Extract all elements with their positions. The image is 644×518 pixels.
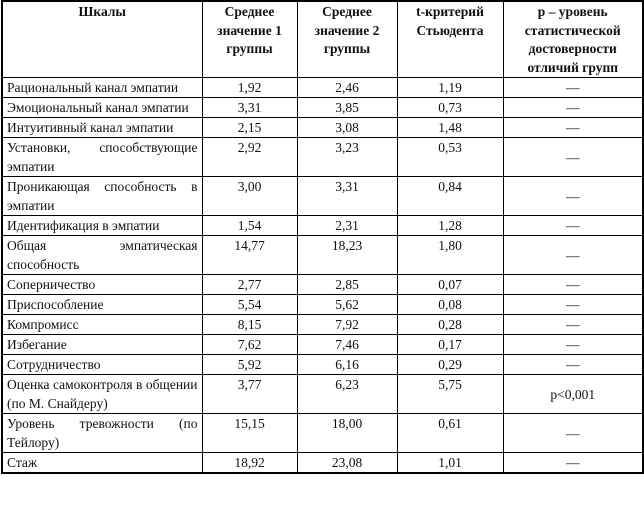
p-value: — <box>503 98 643 118</box>
t-value: 0,07 <box>397 275 503 295</box>
p-value: — <box>503 335 643 355</box>
p-value: — <box>503 138 643 177</box>
t-value: 0,17 <box>397 335 503 355</box>
t-value: 0,08 <box>397 295 503 315</box>
table-row <box>2 78 643 98</box>
group1-mean: 2,92 <box>202 138 297 177</box>
table-row <box>2 216 643 236</box>
header-group2-mean: Среднее значение 2 группы <box>297 1 397 78</box>
group1-mean: 1,92 <box>202 78 297 98</box>
scale-name: Сотрудничество <box>2 355 202 375</box>
t-value: 0,61 <box>397 414 503 453</box>
scale-name: Стаж <box>2 453 202 474</box>
t-value: 5,75 <box>397 375 503 414</box>
t-value: 1,80 <box>397 236 503 275</box>
group2-mean: 3,85 <box>297 98 397 118</box>
group1-mean: 8,15 <box>202 315 297 335</box>
p-value: — <box>503 355 643 375</box>
results-table <box>1 0 644 474</box>
group2-mean: 7,92 <box>297 315 397 335</box>
t-value: 0,84 <box>397 177 503 216</box>
group2-mean: 2,85 <box>297 275 397 295</box>
scale-name: Установки, способствующие эмпатии <box>2 138 202 177</box>
p-value: — <box>503 177 643 216</box>
group2-mean: 5,62 <box>297 295 397 315</box>
table-row <box>2 295 643 315</box>
group2-mean: 7,46 <box>297 335 397 355</box>
group2-mean: 3,31 <box>297 177 397 216</box>
table-row <box>2 315 643 335</box>
group1-mean: 14,77 <box>202 236 297 275</box>
group2-mean: 3,23 <box>297 138 397 177</box>
t-value: 1,28 <box>397 216 503 236</box>
header-t-test: t-критерий Стьюдента <box>397 1 503 78</box>
scale-name: Интуитивный канал эмпатии <box>2 118 202 138</box>
scale-name: Приспособление <box>2 295 202 315</box>
group1-mean: 3,77 <box>202 375 297 414</box>
scale-name: Общая эмпатическая способность <box>2 236 202 275</box>
group2-mean: 3,08 <box>297 118 397 138</box>
header-row <box>2 1 643 78</box>
scale-name: Проникающая способность в эмпатии <box>2 177 202 216</box>
table-row <box>2 375 643 414</box>
table-row <box>2 236 643 275</box>
t-value: 1,48 <box>397 118 503 138</box>
p-value: — <box>503 236 643 275</box>
table-row <box>2 118 643 138</box>
t-value: 1,01 <box>397 453 503 474</box>
header-p-level: p – уровень статистической достоверности отличий групп <box>503 1 643 78</box>
scale-name: Рациональный канал эмпатии <box>2 78 202 98</box>
t-value: 1,19 <box>397 78 503 98</box>
group1-mean: 3,31 <box>202 98 297 118</box>
table-row <box>2 355 643 375</box>
group2-mean: 6,16 <box>297 355 397 375</box>
t-value: 0,73 <box>397 98 503 118</box>
group2-mean: 23,08 <box>297 453 397 474</box>
scale-name: Оценка самоконтроля в общении (по М. Снайдеру) <box>2 375 202 414</box>
group1-mean: 7,62 <box>202 335 297 355</box>
p-value: — <box>503 315 643 335</box>
group1-mean: 5,92 <box>202 355 297 375</box>
group1-mean: 15,15 <box>202 414 297 453</box>
table-row <box>2 177 643 216</box>
scale-name: Уровень тревожности (по Тейлору) <box>2 414 202 453</box>
group2-mean: 6,23 <box>297 375 397 414</box>
scale-name: Избегание <box>2 335 202 355</box>
table-row <box>2 98 643 118</box>
group1-mean: 5,54 <box>202 295 297 315</box>
p-value: p<0,001 <box>503 375 643 414</box>
p-value: — <box>503 275 643 295</box>
header-scales: Шкалы <box>2 1 202 78</box>
group2-mean: 2,31 <box>297 216 397 236</box>
table-row <box>2 275 643 295</box>
p-value: — <box>503 78 643 98</box>
group1-mean: 2,77 <box>202 275 297 295</box>
group2-mean: 18,23 <box>297 236 397 275</box>
scale-name: Компромисс <box>2 315 202 335</box>
p-value: — <box>503 414 643 453</box>
scale-name: Эмоциональный канал эмпатии <box>2 98 202 118</box>
group1-mean: 3,00 <box>202 177 297 216</box>
table-row <box>2 453 643 474</box>
p-value: — <box>503 216 643 236</box>
p-value: — <box>503 295 643 315</box>
t-value: 0,29 <box>397 355 503 375</box>
header-group1-mean: Среднее значение 1 группы <box>202 1 297 78</box>
t-value: 0,28 <box>397 315 503 335</box>
table-row <box>2 138 643 177</box>
scale-name: Идентификация в эмпатии <box>2 216 202 236</box>
scale-name: Соперничество <box>2 275 202 295</box>
p-value: — <box>503 453 643 474</box>
group1-mean: 18,92 <box>202 453 297 474</box>
group1-mean: 1,54 <box>202 216 297 236</box>
group2-mean: 18,00 <box>297 414 397 453</box>
t-value: 0,53 <box>397 138 503 177</box>
table-row <box>2 414 643 453</box>
p-value: — <box>503 118 643 138</box>
group1-mean: 2,15 <box>202 118 297 138</box>
table-row <box>2 335 643 355</box>
group2-mean: 2,46 <box>297 78 397 98</box>
